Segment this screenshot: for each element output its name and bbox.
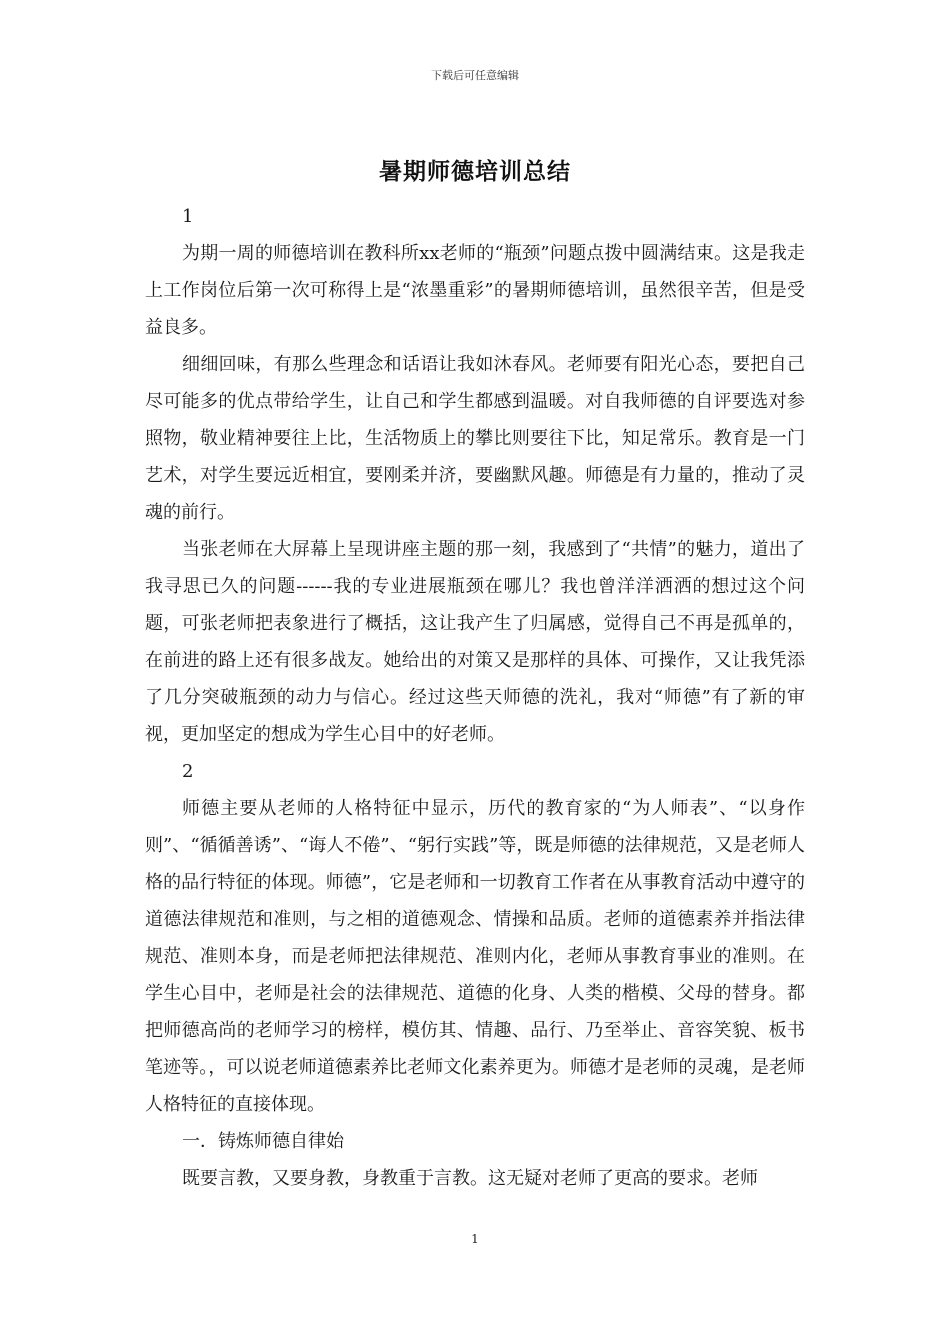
paragraph: 师德主要从老师的人格特征中显示，历代的教育家的“为人师表”、“以身作则”、“循循善诱”、“诲人不倦”、“躬行实践”等，既是师德的法律规范，又是老师人格的品行特征的体现。师德”，它是老师和一切教育工作者在从事教育活动中遵守的道德法律规范和准则，与之相的道德观念、情操和品质。老师的道德素养并指法律规范、准则本身，而是老师把法律规范、准则内化，老师从事教育事业的准则。在学生心目中，老师是社会的法律规范、道德的化身、人类的楷模、父母的替身。都把师德高尚的老师学习的榜样，模仿其、情趣、品行、乃至举止、音容笑貌、板书笔迹等。，可以说老师道德素养比老师文化素养更为。师德才是老师的灵魂，是老师人格特征的直接体现。: [145, 798, 805, 1115]
paragraph: 细细回味，有那么些理念和话语让我如沐春风。老师要有阳光心态，要把自己尽可能多的优点带给学生，让自己和学生都感到温暖。对自我师德的自评要选对参照物，敬业精神要往上比，生活物质上的攀比则要往下比，知足常乐。教育是一门艺术，对学生要远近相宜，要刚柔并济，要幽默风趣。师德是有力量的，推动了灵魂的前行。: [145, 354, 805, 523]
page-header: 下载后可任意编辑: [431, 69, 519, 82]
page-number: 1: [471, 1232, 479, 1246]
paragraph: 当张老师在大屏幕上呈现讲座主题的那一刻，我感到了“共情”的魅力，道出了我寻思已久的问题------我的专业进展瓶颈在哪儿？我也曾洋洋洒洒的想过这个问题，可张老师把表象进行了概括，这让我产生了归属感，觉得自己不再是孤单的，在前进的路上还有很多战友。她给出的对策又是那样的具体、可操作，又让我凭添了几分突破瓶颈的动力与信心。经过这些天师德的洗礼，我对“师德”有了新的审视，更加坚定的想成为学生心目中的好老师。: [145, 539, 805, 745]
subheading: 一．铸炼师德自律始: [182, 1131, 344, 1152]
paragraph: 既要言教，又要身教，身教重于言教。这无疑对老师了更高的要求。老师: [182, 1168, 758, 1189]
paragraph: 为期一周的师德培训在教科所xx老师的“瓶颈”问题点拨中圆满结束。这是我走上工作岗位后第一次可称得上是“浓墨重彩”的暑期师德培训，虽然很辛苦，但是受益良多。: [145, 243, 805, 338]
document-body: [145, 198, 805, 1197]
section-number: 2: [182, 761, 194, 782]
section-number: 1: [182, 206, 194, 227]
document-title: 暑期师德培训总结: [379, 159, 571, 185]
